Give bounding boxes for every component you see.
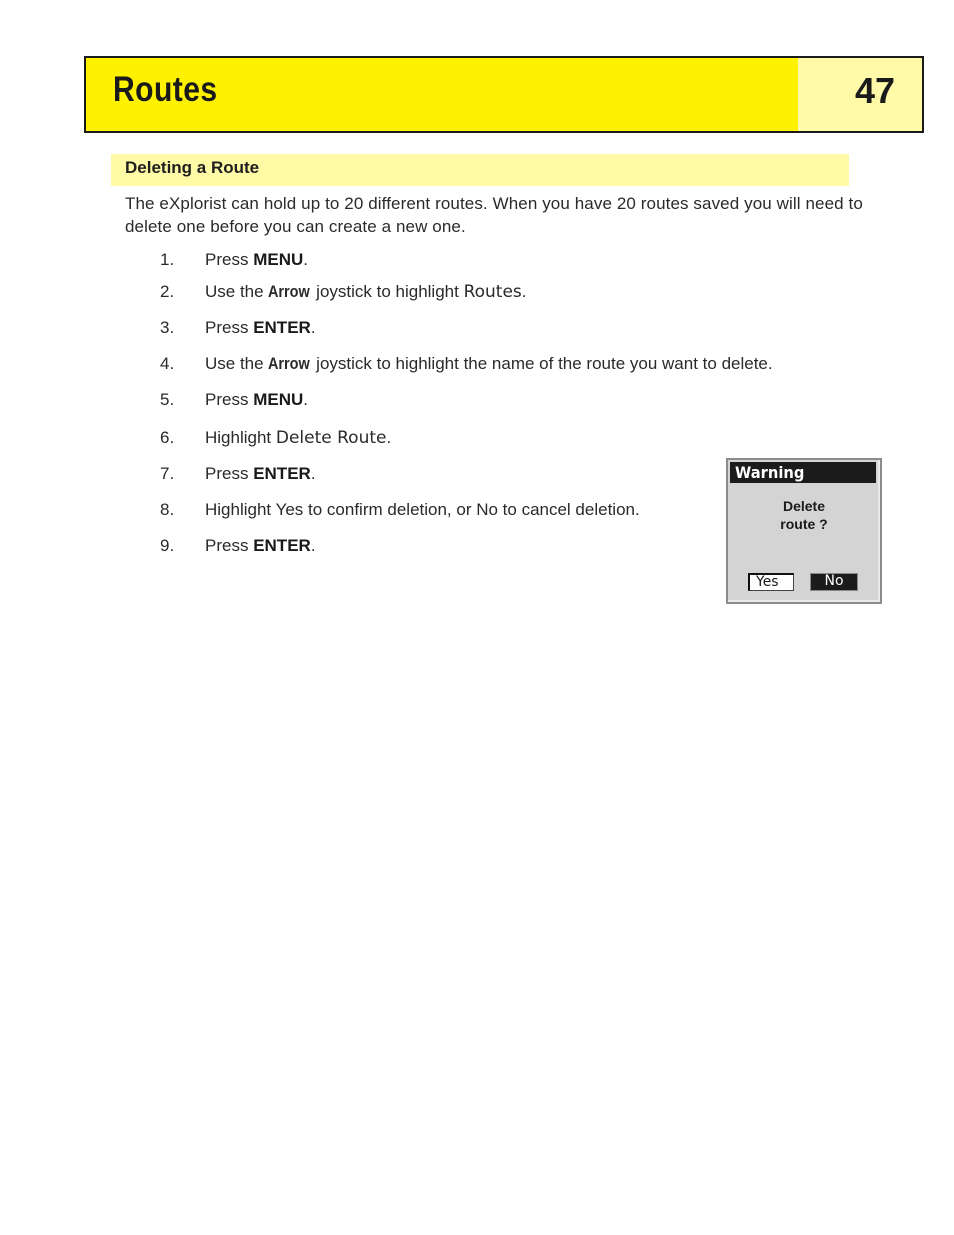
section-title: Deleting a Route [125,158,260,177]
no-button[interactable]: No [810,573,858,591]
page-number: 47 [854,70,895,111]
step-number: 9. [160,536,175,555]
step-number: 8. [160,500,175,519]
intro-paragraph: The eXplorist can hold up to 20 different routes. When you have 20 routes saved you will need to delete one before you can create a new one. [125,194,863,236]
step-number: 5. [160,390,175,409]
page-title: Routes [113,70,218,109]
page-number-box [798,58,922,131]
step-text: Press ENTER. [205,464,316,483]
section-bar [111,154,849,186]
step-number: 3. [160,318,175,337]
step-number: 1. [160,250,175,269]
step-number: 6. [160,428,175,447]
step-text: Use the Arrow joystick to highlight the name of the route you want to delete. [205,354,773,373]
step-text: Press ENTER. [205,536,316,555]
step-text: Press MENU. [205,390,308,409]
step-text: Use the Arrow joystick to highlight Routes. [205,282,527,302]
step-text: Highlight Delete Route. [205,428,392,448]
device-message-line2: route ? [780,516,828,532]
device-title-bar [730,462,876,483]
yes-button[interactable]: Yes [748,573,794,591]
step-text: Press MENU. [205,250,308,269]
page-header [84,56,924,133]
device-title: Warning [735,463,805,482]
step-text: Highlight Yes to confirm deletion, or No to cancel deletion. [205,500,640,519]
device-warning-screen [726,458,882,604]
step-number: 7. [160,464,175,483]
step-text: Press ENTER. [205,318,316,337]
device-message-line1: Delete [782,498,826,514]
step-number: 2. [160,282,175,301]
step-number: 4. [160,354,175,373]
